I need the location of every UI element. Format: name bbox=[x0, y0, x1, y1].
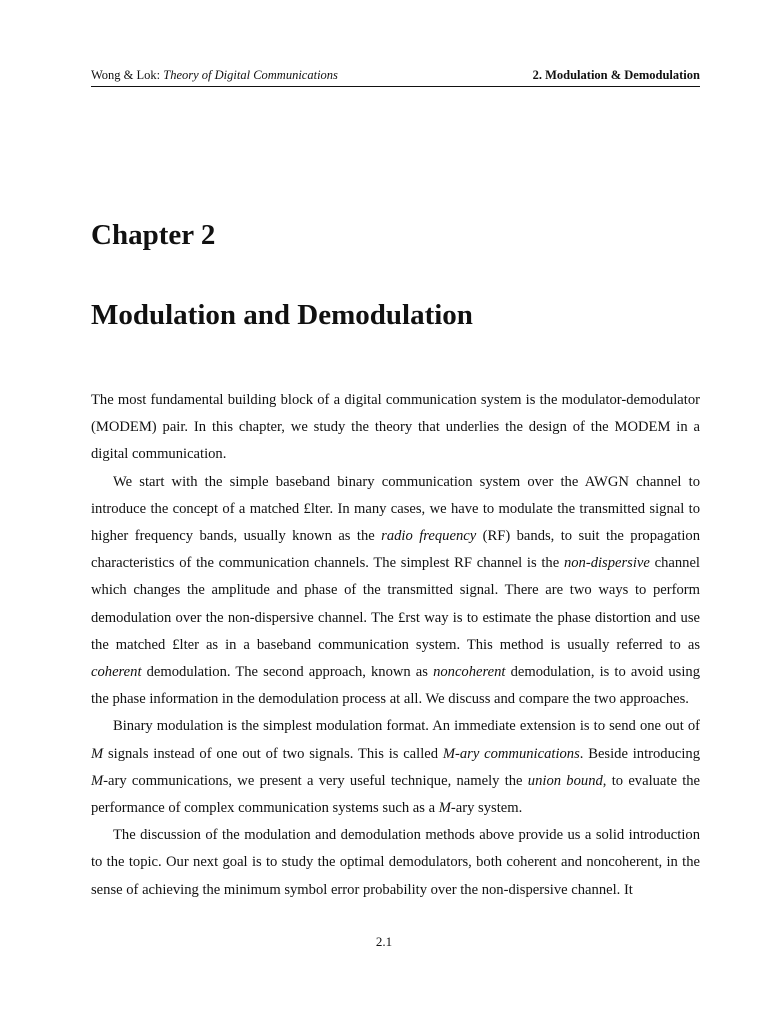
math-symbol-m: M bbox=[438, 800, 451, 817]
running-header bbox=[91, 66, 700, 87]
paragraph-4: The discussion of the modulation and demodulation methods above provide us a solid introduction to the topic. Our next goal is to study the optimal demodulators, both coherent and noncoherent, in the sense of achieving the minimum symbol error probability over the non-dispersive channel. It bbox=[91, 827, 700, 898]
math-symbol-m: M bbox=[442, 745, 456, 762]
paragraph-3 bbox=[91, 713, 700, 822]
header-book-title: Theory of Digital Communications bbox=[163, 68, 338, 82]
chapter-number: Chapter 2 bbox=[91, 219, 216, 251]
header-citation bbox=[91, 68, 338, 83]
emphasis-noncoherent: noncoherent bbox=[433, 664, 506, 681]
text-span: . Beside introducing bbox=[579, 745, 701, 762]
emphasis-non-dispersive: non-dispersive bbox=[563, 555, 650, 572]
text-span: -ary communications, we present a very useful technique, namely the bbox=[103, 772, 528, 789]
text-span: -ary system. bbox=[450, 800, 523, 817]
math-symbol-m: M bbox=[91, 745, 104, 762]
text-span: (RF) bands, to suit the propagation characteristics of the communication channels. The simplest RF channel is the bbox=[91, 528, 700, 572]
body-text bbox=[91, 387, 700, 904]
emphasis-union-bound: union bound bbox=[527, 772, 603, 789]
text-span: demodulation, is to avoid using the phase information in the demodulation process at all. We discuss and compare the two approaches. bbox=[91, 664, 700, 708]
chapter-title: Modulation and Demodulation bbox=[91, 299, 473, 331]
text-span: channel which changes the amplitude and phase of the transmitted signal. There are two ways to perform demodulation over the non-dispersive channel. The £rst way is to estimate the phase distortion and use the matched £lter as in a baseband communication system. This method is usually referred to as bbox=[91, 555, 700, 653]
text-span: signals instead of one out of two signals. This is called bbox=[103, 745, 443, 762]
header-authors: Wong & Lok: bbox=[91, 68, 164, 82]
text-span: , to evaluate the performance of complex communication systems such as a bbox=[91, 772, 701, 817]
emphasis-mary-communications: -ary communications bbox=[455, 745, 580, 762]
math-symbol-m: M bbox=[91, 772, 104, 789]
paragraph-2 bbox=[91, 469, 700, 714]
header-section: 2. Modulation & Demodulation bbox=[532, 68, 700, 82]
emphasis-coherent: coherent bbox=[91, 664, 142, 681]
page-number: 2.1 bbox=[375, 934, 393, 949]
emphasis-radio-frequency: radio frequency bbox=[381, 528, 477, 545]
text-span: Binary modulation is the simplest modulation format. An immediate extension is to send one out of bbox=[113, 718, 700, 735]
paragraph-1: The most fundamental building block of a digital communication system is the modulator-demodulator (MODEM) pair. In this chapter, we study the theory that underlies the design of the MODEM in a digital communication. bbox=[91, 392, 700, 463]
text-span: demodulation. The second approach, known as bbox=[141, 664, 434, 681]
text-span: We start with the simple baseband binary communication system over the AWGN channel to introduce the concept of a matched £lter. In many cases, we have to modulate the transmitted signal to higher frequency bands, usually known as the bbox=[91, 473, 700, 545]
